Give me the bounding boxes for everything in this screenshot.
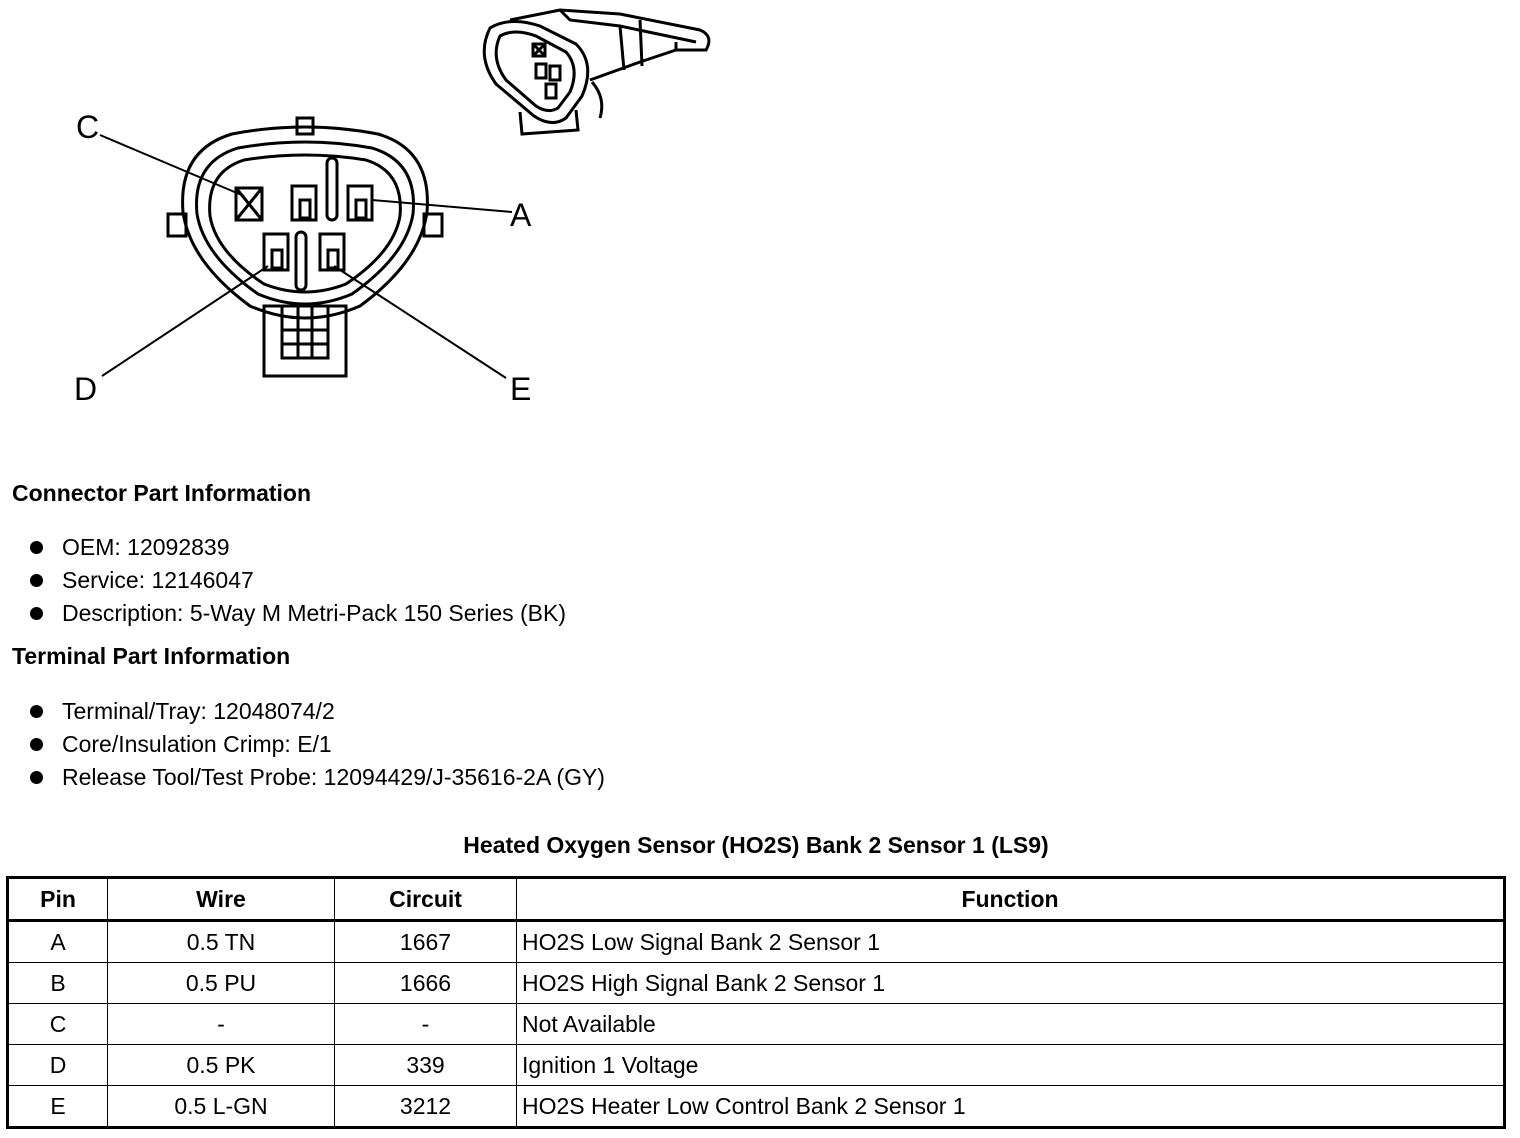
bullet-icon (30, 738, 43, 751)
table-header-row (8, 878, 1505, 921)
table-row (8, 921, 1505, 963)
connector-3d-sketch (484, 10, 709, 134)
cell-circuit: 1667 (335, 921, 517, 963)
cell-wire: 0.5 PK (108, 1045, 335, 1086)
leader-line-a (372, 200, 512, 212)
list-item (30, 761, 605, 794)
list-item (30, 564, 566, 597)
connector-part-info-list (30, 531, 566, 630)
list-item (30, 695, 605, 728)
cavity-a (348, 186, 372, 220)
list-item-text: Terminal/Tray: 12048074/2 (62, 698, 335, 724)
cell-wire: 0.5 TN (108, 921, 335, 963)
table-row (8, 963, 1505, 1004)
cell-function: HO2S High Signal Bank 2 Sensor 1 (517, 963, 1505, 1004)
header-wire: Wire (108, 878, 335, 921)
bullet-icon (30, 574, 43, 587)
cell-function: Not Available (517, 1004, 1505, 1045)
cell-function: HO2S Low Signal Bank 2 Sensor 1 (517, 921, 1505, 963)
list-item (30, 597, 566, 630)
divider-rib-top (327, 158, 337, 220)
cell-function: Ignition 1 Voltage (517, 1045, 1505, 1086)
cell-pin: B (8, 963, 108, 1004)
header-function: Function (517, 878, 1505, 921)
cell-circuit: 339 (335, 1045, 517, 1086)
bullet-icon (30, 771, 43, 784)
pin-label-c: C (76, 109, 100, 145)
terminal-part-info-list (30, 695, 605, 794)
header-circuit: Circuit (335, 878, 517, 921)
cavity-b (292, 186, 316, 220)
pin-label-e: E (510, 371, 532, 407)
terminal-part-info-title: Terminal Part Information (12, 643, 291, 669)
cavity-d (264, 234, 288, 270)
header-pin: Pin (8, 878, 108, 921)
cell-pin: A (8, 921, 108, 963)
bullet-icon (30, 541, 43, 554)
cell-circuit: - (335, 1004, 517, 1045)
table-row (8, 1086, 1505, 1128)
table-row (8, 1004, 1505, 1045)
cell-wire: - (108, 1004, 335, 1045)
list-item (30, 531, 566, 564)
list-item (30, 728, 605, 761)
connector-part-info-title: Connector Part Information (12, 480, 312, 506)
cell-wire: 0.5 L-GN (108, 1086, 335, 1128)
list-item-text: Core/Insulation Crimp: E/1 (62, 731, 332, 757)
list-item-text: Service: 12146047 (62, 567, 254, 593)
cell-wire: 0.5 PU (108, 963, 335, 1004)
divider-rib-bottom (296, 232, 306, 290)
leader-line-e (334, 266, 506, 378)
list-item-text: Release Tool/Test Probe: 12094429/J-35616-2A (GY) (62, 764, 605, 790)
pin-label-d: D (74, 371, 98, 407)
leader-line-c (100, 135, 244, 196)
cell-pin: C (8, 1004, 108, 1045)
list-item-text: Description: 5-Way M Metri-Pack 150 Series (BK) (62, 600, 567, 626)
connector-diagram (0, 0, 760, 440)
cell-function: HO2S Heater Low Control Bank 2 Sensor 1 (517, 1086, 1505, 1128)
table-row (8, 1045, 1505, 1086)
bullet-icon (30, 705, 43, 718)
list-item-text: OEM: 12092839 (62, 534, 230, 560)
leader-line-d (102, 266, 268, 376)
cell-pin: E (8, 1086, 108, 1128)
pin-label-a: A (510, 197, 532, 233)
cell-circuit: 3212 (335, 1086, 517, 1128)
bullet-icon (30, 607, 43, 620)
pinout-table (6, 876, 1506, 1129)
cavity-e (320, 234, 344, 270)
cell-pin: D (8, 1045, 108, 1086)
cell-circuit: 1666 (335, 963, 517, 1004)
pinout-table-title: Heated Oxygen Sensor (HO2S) Bank 2 Sensor 1 (LS9) (463, 832, 1049, 858)
